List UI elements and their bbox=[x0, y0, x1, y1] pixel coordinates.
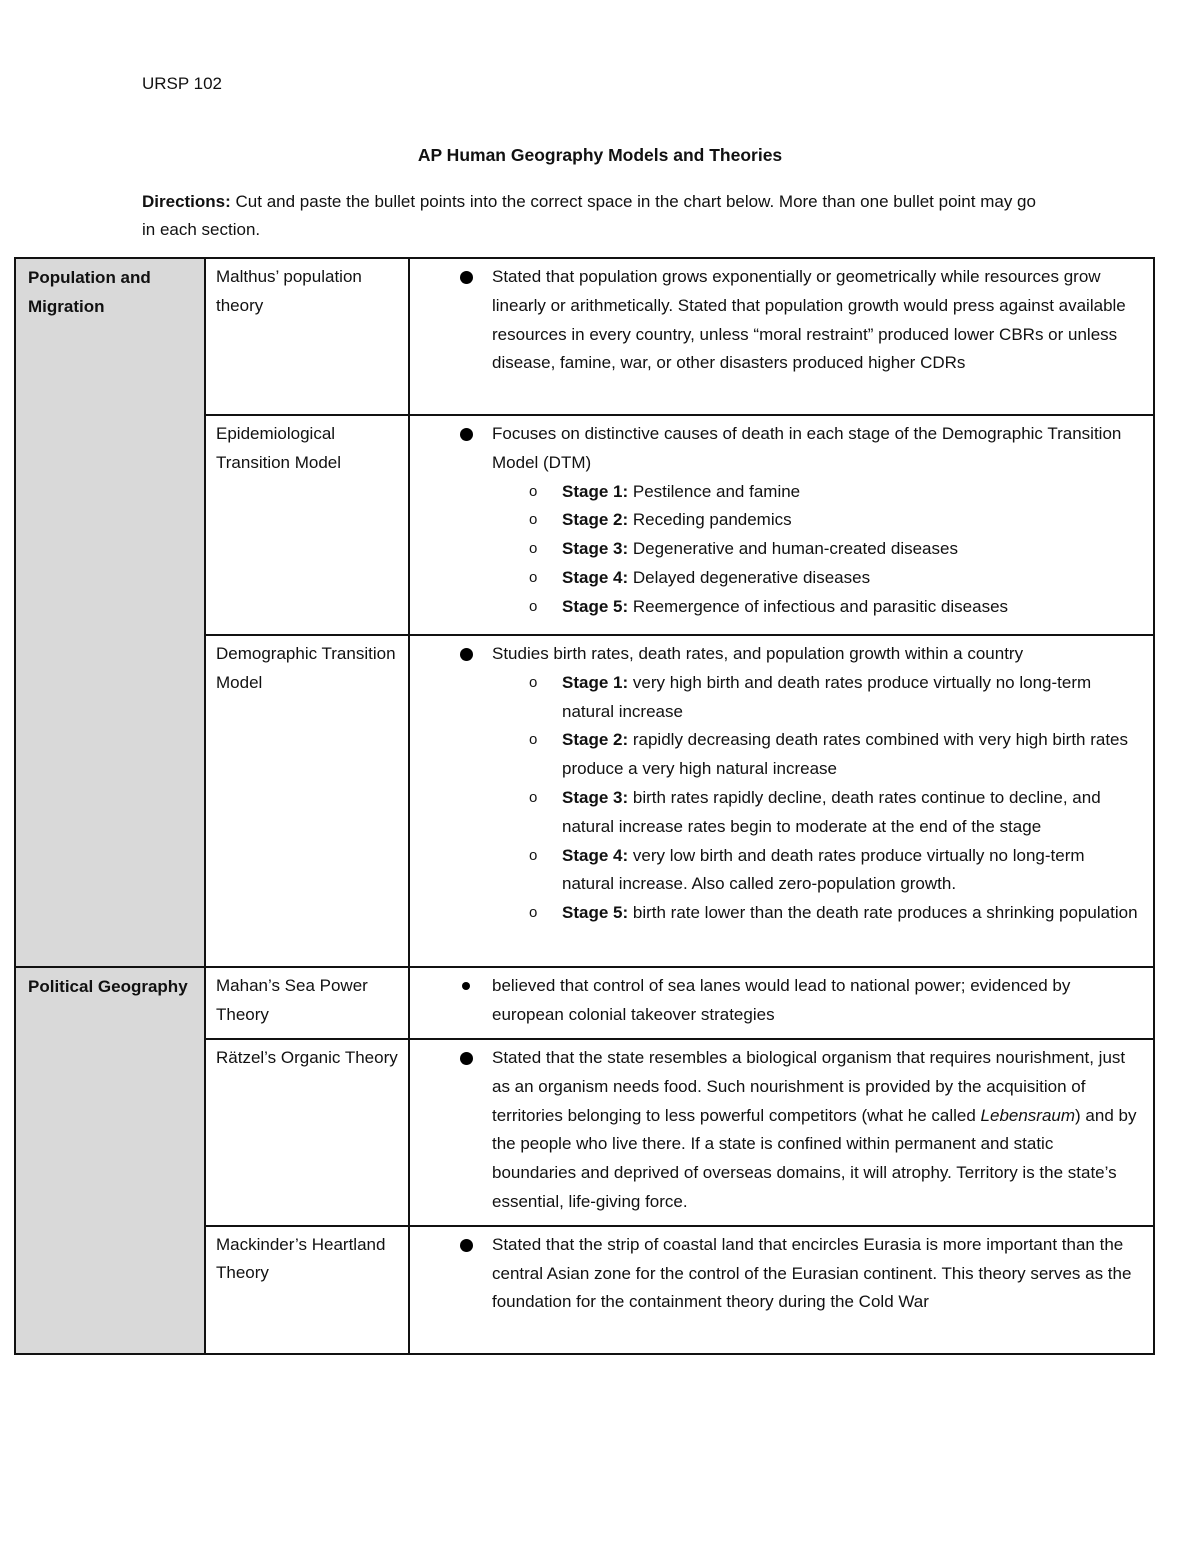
bullet-text: believed that control of sea lanes would lead to national power; evidenced by european colonial takeover strategies bbox=[492, 976, 1071, 1024]
desc-malthus bbox=[409, 258, 1154, 415]
directions bbox=[142, 188, 1042, 244]
category-political: Political Geography bbox=[15, 967, 205, 1354]
bullet-text: Focuses on distinctive causes of death in each stage of the Demographic Transition Model (DTM) bbox=[492, 424, 1122, 472]
desc-dtm bbox=[409, 635, 1154, 967]
list-item: o Stage 2: Receding pandemics bbox=[410, 506, 1139, 535]
sub-bullet-icon: o bbox=[529, 511, 538, 529]
list-item: o Stage 1: Pestilence and famine bbox=[410, 478, 1139, 507]
bullet-icon bbox=[460, 428, 473, 441]
bullet-item bbox=[410, 263, 1139, 378]
bullet-icon bbox=[460, 648, 473, 661]
list-item: o Stage 5: Reemergence of infectious and parasitic diseases bbox=[410, 593, 1139, 622]
sub-bullet-icon: o bbox=[529, 540, 538, 558]
desc-etm bbox=[409, 415, 1154, 635]
list-item: o Stage 5: birth rate lower than the death rate produces a shrinking population bbox=[410, 899, 1139, 928]
bullet-text: Studies birth rates, death rates, and population growth within a country bbox=[492, 644, 1024, 663]
bullet-icon bbox=[460, 1052, 473, 1065]
desc-mackinder bbox=[409, 1226, 1154, 1354]
bullet-icon bbox=[462, 982, 470, 990]
models-table bbox=[14, 257, 1155, 1355]
stage-list bbox=[410, 478, 1139, 622]
page-title: AP Human Geography Models and Theories bbox=[417, 145, 783, 165]
model-dtm: Demographic Transition Model bbox=[205, 635, 409, 967]
category-population: Population and Migration bbox=[15, 258, 205, 967]
sub-bullet-icon: o bbox=[529, 597, 538, 615]
bullet-item bbox=[410, 640, 1139, 669]
model-ratzel: Rätzel’s Organic Theory bbox=[205, 1039, 409, 1226]
bullet-text: Stated that the strip of coastal land that encircles Eurasia is more important than the central Asian zone for the control of the Eurasian continent. This theory serves as the foundation for the containment theory during the Cold War bbox=[492, 1234, 1132, 1312]
directions-label: Directions: bbox=[142, 192, 231, 211]
course-code: URSP 102 bbox=[142, 74, 223, 93]
bullet-icon bbox=[460, 1239, 473, 1252]
list-item: o Stage 3: birth rates rapidly decline, death rates continue to decline, and natural increase rates begin to moderate at the end of the stage bbox=[410, 784, 1139, 842]
bullet-item bbox=[410, 972, 1139, 1030]
sub-bullet-icon: o bbox=[529, 568, 538, 586]
bullet-icon bbox=[460, 271, 473, 284]
list-item: o Stage 2: rapidly decreasing death rates combined with very high birth rates produce a very high natural increase bbox=[410, 726, 1139, 784]
table-row bbox=[15, 258, 1154, 415]
sub-bullet-icon: o bbox=[529, 673, 538, 691]
model-mahan: Mahan’s Sea Power Theory bbox=[205, 967, 409, 1039]
directions-text: Cut and paste the bullet points into the correct space in the chart below. More than one bullet point may go in each section. bbox=[142, 192, 1036, 239]
sub-bullet-icon: o bbox=[529, 846, 538, 864]
model-malthus: Malthus’ population theory bbox=[205, 258, 409, 415]
list-item: o Stage 4: very low birth and death rates produce virtually no long-term natural increase. Also called zero-population growth. bbox=[410, 842, 1139, 900]
list-item: o Stage 1: very high birth and death rates produce virtually no long-term natural increase bbox=[410, 669, 1139, 727]
bullet-item bbox=[410, 1231, 1139, 1317]
list-item: o Stage 4: Delayed degenerative diseases bbox=[410, 564, 1139, 593]
sub-bullet-icon: o bbox=[529, 788, 538, 806]
sub-bullet-icon: o bbox=[529, 731, 538, 749]
model-mackinder: Mackinder’s Heartland Theory bbox=[205, 1226, 409, 1354]
model-etm: Epidemiological Transition Model bbox=[205, 415, 409, 635]
stage-list bbox=[410, 669, 1139, 928]
list-item: o Stage 3: Degenerative and human-created diseases bbox=[410, 535, 1139, 564]
desc-mahan bbox=[409, 967, 1154, 1039]
bullet-item bbox=[410, 420, 1139, 478]
desc-ratzel bbox=[409, 1039, 1154, 1226]
table-row bbox=[15, 967, 1154, 1039]
bullet-item: Stated that the state resembles a biological organism that requires nourishment, just as an organism needs food. Such nourishment is provided by the acquisition of territories belonging to less powerful competitors (what he called Lebensraum) and by the people who live there. If a state is confined within permanent and static boundaries and deprived of overseas domains, it will atrophy. Territory is the state’s essential, life-giving force. bbox=[410, 1044, 1139, 1217]
sub-bullet-icon: o bbox=[529, 482, 538, 500]
sub-bullet-icon: o bbox=[529, 904, 538, 922]
bullet-text: Stated that population grows exponentially or geometrically while resources grow linearly or arithmetically. Stated that population growth would press against available resources in every country, unless “moral restraint” produced lower CBRs or unless disease, famine, war, or other disasters produced higher CDRs bbox=[492, 267, 1126, 373]
